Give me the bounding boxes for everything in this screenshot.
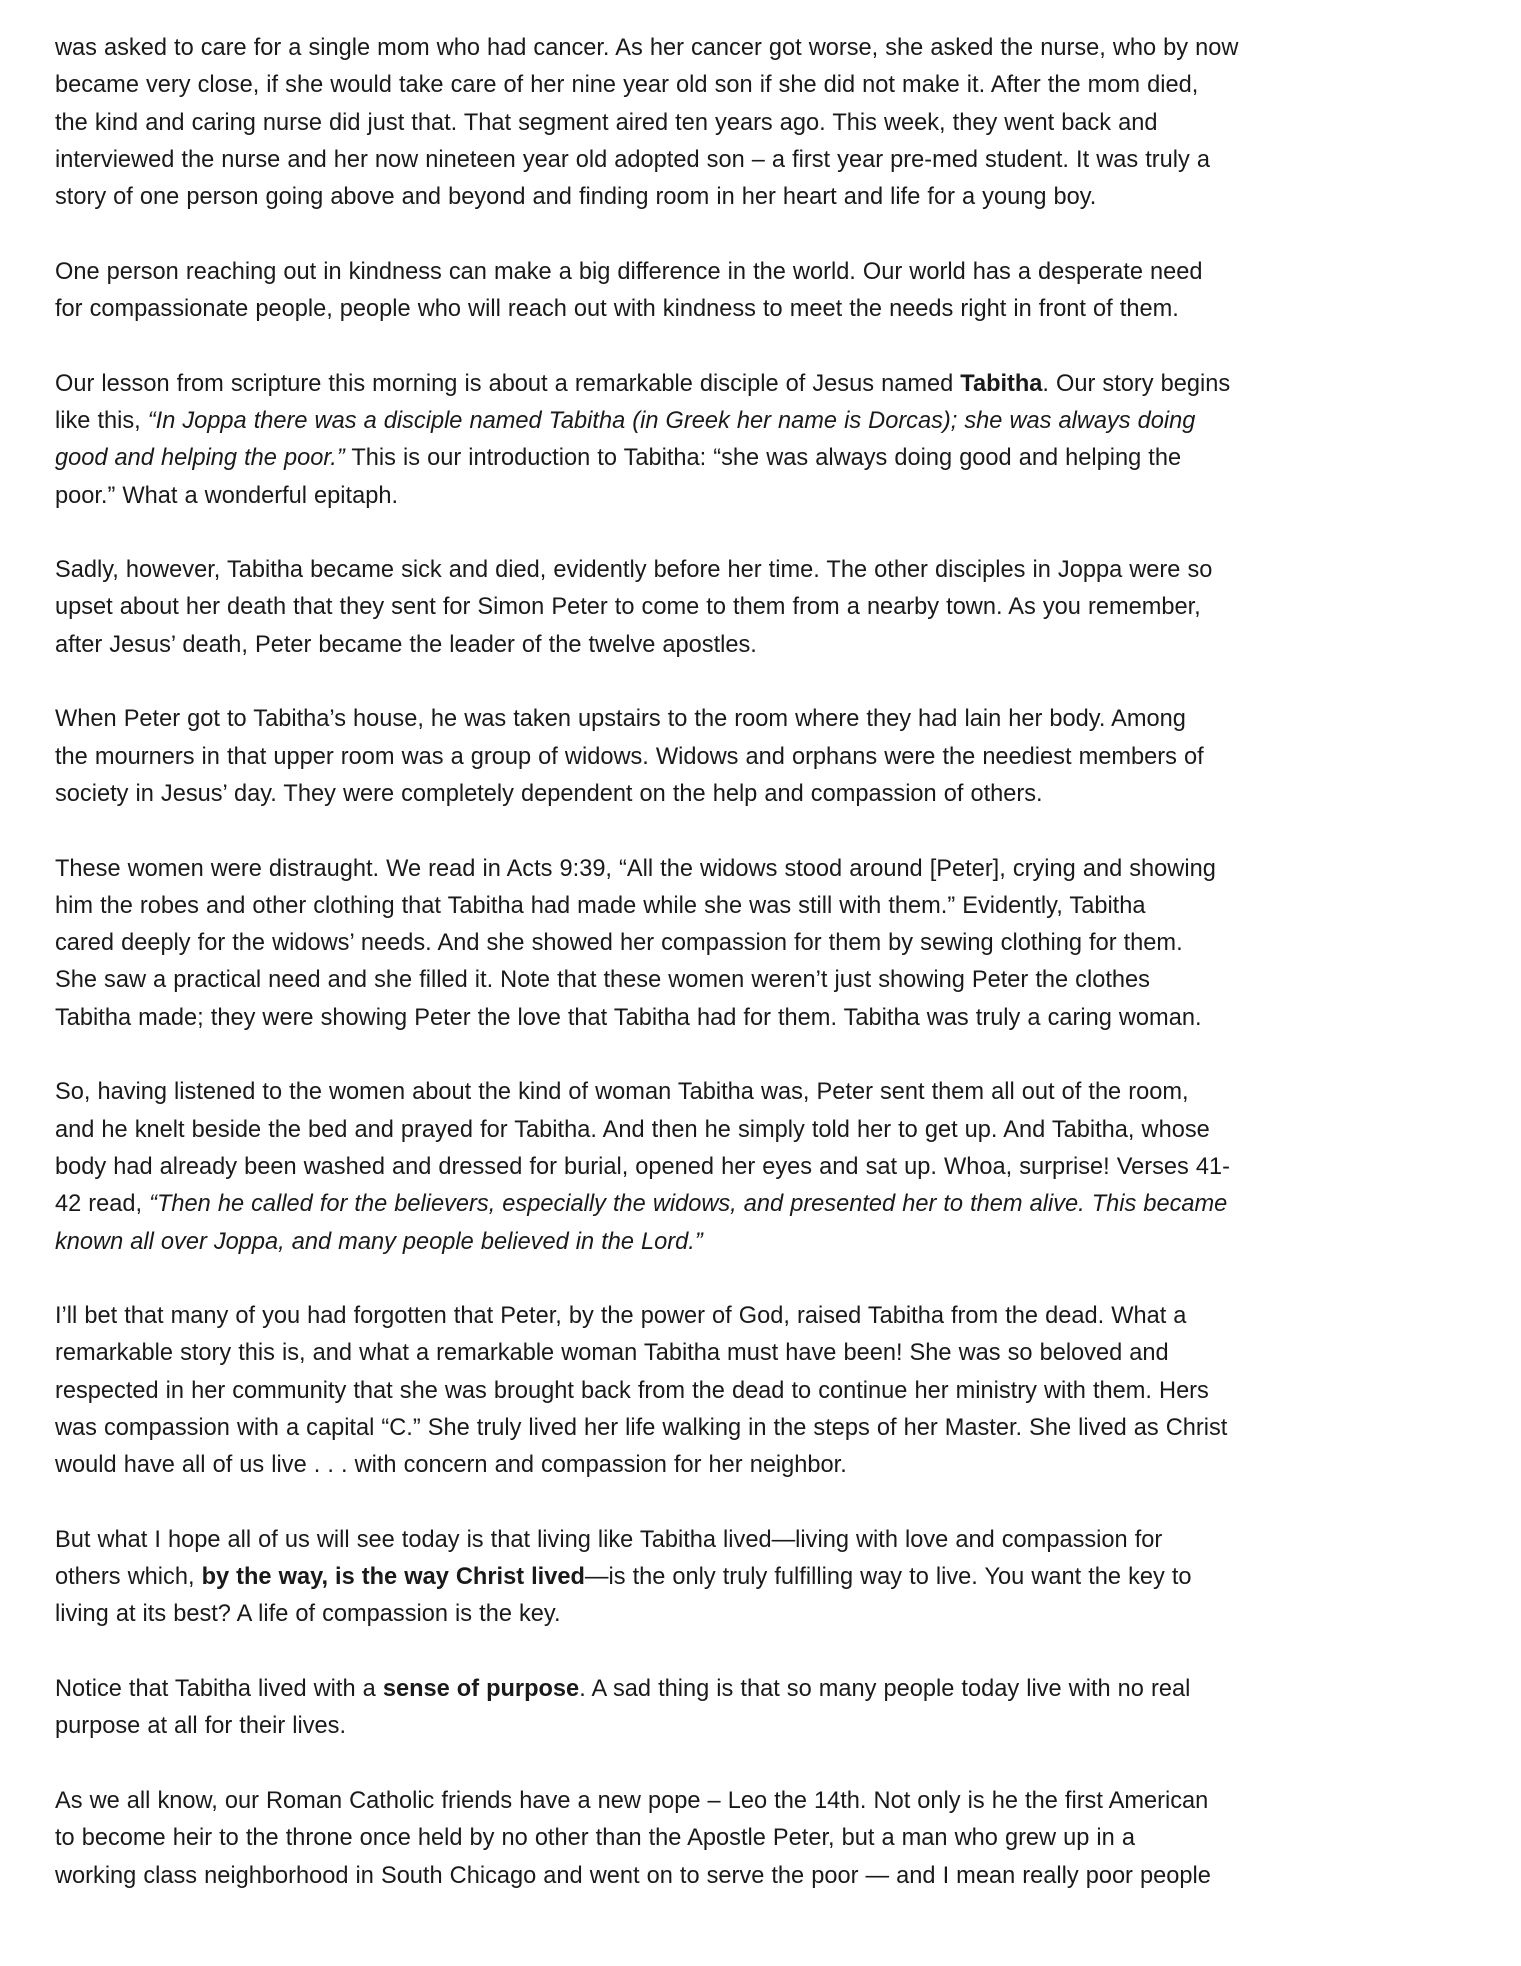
text-run: remarkable story this is, and what a remarkable woman Tabitha must have been! She was so beloved and xyxy=(55,1340,1169,1367)
text-run: was compassion with a capital “C.” She truly lived her life walking in the steps of her Master. She lived as Christ xyxy=(55,1414,1228,1441)
paragraph xyxy=(55,701,1465,813)
text-line xyxy=(55,739,1465,776)
text-line xyxy=(55,179,1465,216)
text-line xyxy=(55,105,1465,142)
italic-text: “In Joppa there was a disciple named Tabitha (in Greek her name is Dorcas); she was always doing xyxy=(147,407,1196,434)
text-run: poor.” What a wonderful epitaph. xyxy=(55,482,399,509)
text-run: others which, xyxy=(55,1564,202,1591)
text-line xyxy=(55,1000,1465,1037)
text-line xyxy=(55,1596,1465,1633)
bold-text: Tabitha xyxy=(960,370,1043,397)
text-line xyxy=(55,1410,1465,1447)
text-run: 42 read, xyxy=(55,1191,150,1218)
text-line xyxy=(55,1858,1465,1895)
text-run: was asked to care for a single mom who had cancer. As her cancer got worse, she asked the nurse, who by now xyxy=(55,35,1239,61)
text-run: When Peter got to Tabitha’s house, he was taken upstairs to the room where they had lain her body. Among xyxy=(55,706,1186,733)
text-run: cared deeply for the widows’ needs. And she showed her compassion for them by sewing clothing for them. xyxy=(55,930,1183,957)
paragraph xyxy=(55,851,1465,1037)
text-run: interviewed the nurse and her now nineteen year old adopted son – a first year pre-med student. It was truly a xyxy=(55,146,1210,173)
text-line xyxy=(55,366,1465,403)
text-line xyxy=(55,1447,1465,1484)
text-line xyxy=(55,1074,1465,1111)
paragraph xyxy=(55,1783,1465,1895)
text-run: These women were distraught. We read in Acts 9:39, “All the widows stood around [Peter], crying and showing xyxy=(55,855,1216,882)
document-page xyxy=(55,30,1465,1895)
text-run: him the robes and other clothing that Tabitha had made while she was still with them.” Evidently, Tabitha xyxy=(55,892,1146,919)
text-run: living at its best? A life of compassion is the key. xyxy=(55,1601,561,1628)
text-run: respected in her community that she was brought back from the dead to continue her ministry with them. Hers xyxy=(55,1377,1209,1404)
text-line xyxy=(55,254,1465,291)
text-line xyxy=(55,701,1465,738)
text-run: and he knelt beside the bed and prayed for Tabitha. And then he simply told her to get up. And Tabitha, whose xyxy=(55,1116,1210,1143)
text-run: upset about her death that they sent for Simon Peter to come to them from a nearby town. As you remember, xyxy=(55,594,1201,621)
text-line xyxy=(55,440,1465,477)
text-line xyxy=(55,478,1465,515)
text-line xyxy=(55,888,1465,925)
text-line xyxy=(55,1112,1465,1149)
text-run: working class neighborhood in South Chicago and went on to serve the poor — and I mean really poor people xyxy=(55,1862,1211,1889)
text-line xyxy=(55,1149,1465,1186)
text-run: story of one person going above and beyond and finding room in her heart and life for a young boy. xyxy=(55,184,1097,211)
text-run: to become heir to the throne once held by no other than the Apostle Peter, but a man who grew up in a xyxy=(55,1825,1135,1852)
text-line xyxy=(55,1671,1465,1708)
text-run: But what I hope all of us will see today is that living like Tabitha lived—living with love and compassion for xyxy=(55,1526,1163,1553)
text-line xyxy=(55,1559,1465,1596)
paragraph xyxy=(55,1671,1465,1746)
text-run: Sadly, however, Tabitha became sick and died, evidently before her time. The other disciples in Joppa were so xyxy=(55,557,1213,584)
text-line xyxy=(55,142,1465,179)
text-run: Our lesson from scripture this morning is about a remarkable disciple of Jesus named xyxy=(55,370,961,397)
text-run: —is the only truly fulfilling way to live. You want the key to xyxy=(584,1564,1192,1591)
text-run: As we all know, our Roman Catholic friends have a new pope – Leo the 14th. Not only is he the first American xyxy=(55,1787,1209,1814)
text-line xyxy=(55,1820,1465,1857)
text-line xyxy=(55,552,1465,589)
text-line xyxy=(55,1298,1465,1335)
text-run: I’ll bet that many of you had forgotten that Peter, by the power of God, raised Tabitha from the dead. What a xyxy=(55,1303,1187,1330)
text-run: purpose at all for their lives. xyxy=(55,1713,347,1740)
text-run: would have all of us live . . . with concern and compassion for her neighbor. xyxy=(55,1452,847,1479)
paragraph xyxy=(55,1298,1465,1484)
text-run: society in Jesus’ day. They were completely dependent on the help and compassion of others. xyxy=(55,780,1043,807)
text-line xyxy=(55,851,1465,888)
bold-text: by the way, is the way Christ lived xyxy=(201,1564,585,1591)
bold-text: sense of purpose xyxy=(382,1676,580,1703)
paragraph xyxy=(55,254,1465,329)
text-line xyxy=(55,1522,1465,1559)
text-run: So, having listened to the women about the kind of woman Tabitha was, Peter sent them all out of the room, xyxy=(55,1079,1189,1106)
text-line xyxy=(55,403,1465,440)
italic-text: “Then he called for the believers, especially the widows, and presented her to them alive. This became xyxy=(149,1191,1228,1218)
paragraph xyxy=(55,30,1465,216)
italic-text: good and helping the poor.” xyxy=(55,445,345,472)
paragraph xyxy=(55,552,1465,664)
text-line xyxy=(55,962,1465,999)
text-line xyxy=(55,1373,1465,1410)
text-line xyxy=(55,1335,1465,1372)
text-run: . A sad thing is that so many people today live with no real xyxy=(579,1676,1191,1703)
text-run: She saw a practical need and she filled it. Note that these women weren’t just showing Peter the clothes xyxy=(55,967,1150,994)
text-line xyxy=(55,30,1465,67)
text-run: after Jesus’ death, Peter became the leader of the twelve apostles. xyxy=(55,631,757,658)
text-line xyxy=(55,1708,1465,1745)
paragraph xyxy=(55,1074,1465,1260)
text-line xyxy=(55,1783,1465,1820)
paragraph xyxy=(55,366,1465,515)
text-line xyxy=(55,291,1465,328)
text-run: like this, xyxy=(55,407,148,434)
text-run: One person reaching out in kindness can make a big difference in the world. Our world has a desperate need xyxy=(55,258,1203,285)
text-run: for compassionate people, people who will reach out with kindness to meet the needs right in front of them. xyxy=(55,296,1179,323)
paragraph xyxy=(55,1522,1465,1634)
text-run: Tabitha made; they were showing Peter the love that Tabitha had for them. Tabitha was truly a caring woman. xyxy=(55,1004,1202,1031)
text-line xyxy=(55,1186,1465,1223)
text-line xyxy=(55,925,1465,962)
text-run: This is our introduction to Tabitha: “she was always doing good and helping the xyxy=(344,445,1182,472)
text-line xyxy=(55,1224,1465,1261)
text-run: the kind and caring nurse did just that. That segment aired ten years ago. This week, they went back and xyxy=(55,109,1158,136)
italic-text: known all over Joppa, and many people believed in the Lord.” xyxy=(55,1228,703,1255)
text-line xyxy=(55,589,1465,626)
text-line xyxy=(55,776,1465,813)
text-line xyxy=(55,67,1465,104)
text-run: . Our story begins xyxy=(1042,370,1231,397)
text-run: body had already been washed and dressed for burial, opened her eyes and sat up. Whoa, surprise! Verses 41- xyxy=(55,1153,1231,1180)
text-run: Notice that Tabitha lived with a xyxy=(55,1676,383,1703)
text-run: the mourners in that upper room was a group of widows. Widows and orphans were the neediest members of xyxy=(55,743,1204,770)
text-run: became very close, if she would take care of her nine year old son if she did not make it. After the mom died, xyxy=(55,72,1199,99)
text-line xyxy=(55,627,1465,664)
